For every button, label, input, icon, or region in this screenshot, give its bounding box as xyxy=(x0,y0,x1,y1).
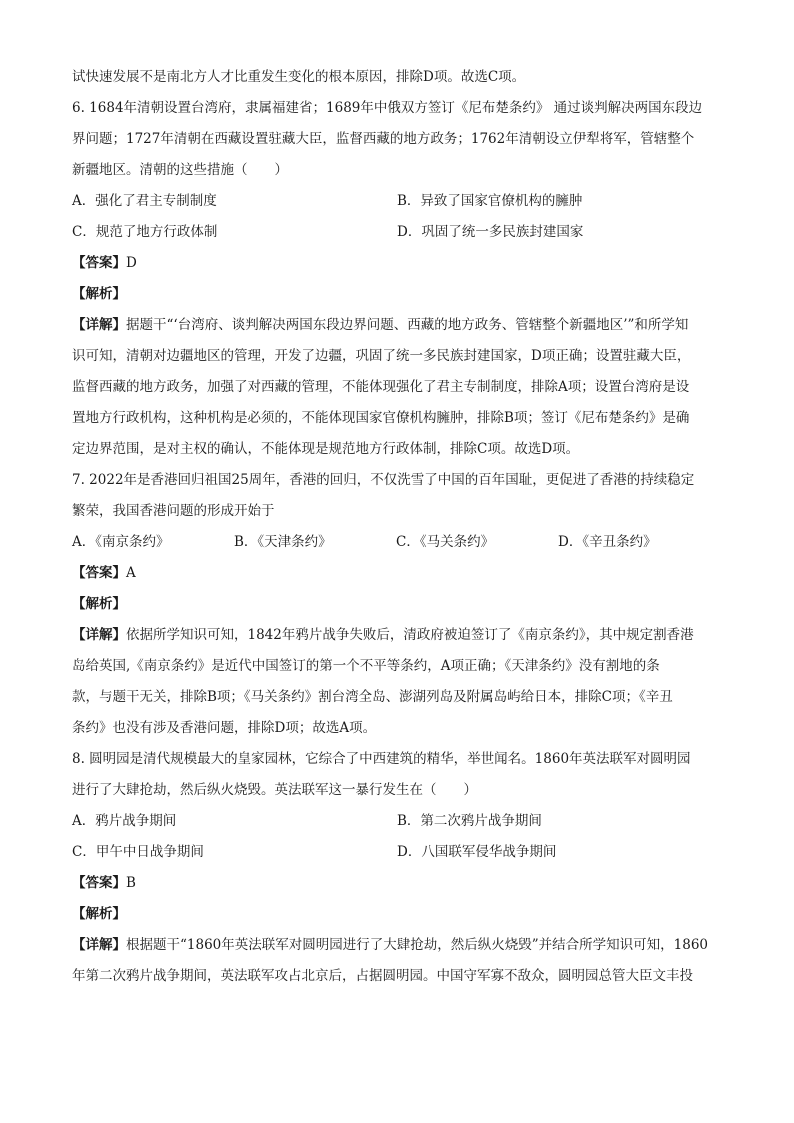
answer-tag: 【答案】 xyxy=(72,875,126,891)
answer-value: D xyxy=(126,255,137,271)
detail-line: 监督西藏的地方政务，加强了对西藏的管理，不能体现强化了君主专制制度，排除A项；设置台湾府是设 xyxy=(72,379,690,395)
detail-line: 岛给英国,《南京条约》是近代中国签订的第一个不平等条约，A项正确；《天津条约》没有割地的条 xyxy=(72,658,660,674)
option-a: A．鸦片战争期间 xyxy=(72,813,177,829)
detail-text: 据题干“‘台湾府、谈判解决两国东段边界问题、西藏的地方政务、管辖整个新疆地区’”和所学知 xyxy=(126,317,689,333)
question-stem: 7. 2022年是香港回归祖国25周年，香港的回归，不仅洗雪了中国的百年国耻，更促进了香港的持续稳定 xyxy=(72,472,695,488)
option-c: C．规范了地方行政体制 xyxy=(72,224,218,240)
detail-line: 定边界范围，是对主权的确认，不能体现是规范地方行政体制，排除C项。故选D项。 xyxy=(72,441,580,457)
question-stem: 6. 1684年清朝设置台湾府，隶属福建省；1689年中俄双方签订《尼布楚条约》 通过谈判解决两国东段边 xyxy=(72,100,703,116)
options-row xyxy=(72,527,722,558)
detail-line xyxy=(72,310,722,341)
detail-line: 年第二次鸦片战争期间，英法联军攻占北京后，占据圆明园。中国守军寡不敌众，圆明园总管大臣文丰投 xyxy=(72,968,693,984)
detail-line: 识可知，清朝对边疆地区的管理，开发了边疆，巩固了统一多民族封建国家，D项正确；设置驻藏大臣， xyxy=(72,348,691,364)
detail-line: 款，与题干无关，排除B项；《马关条约》割台湾全岛、澎湖列岛及附属岛屿给日本，排除C项；《辛丑 xyxy=(72,689,673,705)
question-7 xyxy=(72,465,722,744)
text-line: 试快速发展不是南北方人才比重发生变化的根本原因，排除D项。故选C项。 xyxy=(72,69,526,85)
option-c: C．甲午中日战争期间 xyxy=(72,844,204,860)
answer-tag: 【答案】 xyxy=(72,255,126,271)
question-stem: 进行了大肆抢劫，然后纵火烧毁。英法联军这一暴行发生在（ ） xyxy=(72,782,477,798)
analysis-tag: 【解析】 xyxy=(72,906,126,922)
detail-text: 根据题干“1860年英法联军对圆明园进行了大肆抢劫，然后纵火烧毁”并结合所学知识可知，1860 xyxy=(126,937,709,953)
question-8 xyxy=(72,744,722,992)
analysis-line xyxy=(72,589,722,620)
analysis-line xyxy=(72,279,722,310)
detail-line: 条约》也没有涉及香港问题，排除D项；故选A项。 xyxy=(72,720,377,736)
question-stem: 新疆地区。清朝的这些措施（ ） xyxy=(72,162,288,178)
analysis-tag: 【解析】 xyxy=(72,286,126,302)
option-a: A．《南京条约》 xyxy=(72,534,170,550)
options-row xyxy=(72,837,722,868)
option-a: A．强化了君主专制制度 xyxy=(72,193,217,209)
detail-text: 依据所学知识可知，1842年鸦片战争失败后，清政府被迫签订了《南京条约》，其中规定割香港 xyxy=(126,627,694,643)
question-stem: 繁荣，我国香港问题的形成开始于 xyxy=(72,503,275,519)
answer-value: B xyxy=(126,875,136,891)
option-d: D．《辛丑条约》 xyxy=(558,534,657,550)
detail-line: 置地方行政机构，这种机构是必须的，不能体现国家官僚机构臃肿，排除B项；签订《尼布楚条约》是确 xyxy=(72,410,690,426)
answer-line xyxy=(72,868,722,899)
analysis-line xyxy=(72,899,722,930)
detail-line xyxy=(72,620,722,651)
question-6 xyxy=(72,93,722,465)
option-d: D．八国联军侵华战争期间 xyxy=(397,844,557,860)
answer-line xyxy=(72,558,722,589)
option-b: B．异致了国家官僚机构的臃肿 xyxy=(397,193,583,209)
question-stem: 界问题；1727年清朝在西藏设置驻藏大臣，监督西藏的地方政务；1762年清朝设立伊犁将军，管辖整个 xyxy=(72,131,695,147)
answer-value: A xyxy=(126,565,136,581)
detail-line xyxy=(72,930,722,961)
options-row xyxy=(72,186,722,217)
detail-tag: 【详解】 xyxy=(72,937,126,953)
option-d: D．巩固了统一多民族封建国家 xyxy=(397,224,584,240)
analysis-tag: 【解析】 xyxy=(72,596,126,612)
options-row xyxy=(72,806,722,837)
answer-line xyxy=(72,248,722,279)
detail-tag: 【详解】 xyxy=(72,627,126,643)
option-c: C．《马关条约》 xyxy=(396,534,495,550)
question-stem: 8. 圆明园是清代规模最大的皇家园林，它综合了中西建筑的精华，举世闻名。1860年英法联军对圆明园 xyxy=(72,751,691,767)
option-b: B．第二次鸦片战争期间 xyxy=(397,813,542,829)
answer-tag: 【答案】 xyxy=(72,565,126,581)
options-row xyxy=(72,217,722,248)
detail-tag: 【详解】 xyxy=(72,317,126,333)
option-b: B．《天津条约》 xyxy=(234,534,332,550)
